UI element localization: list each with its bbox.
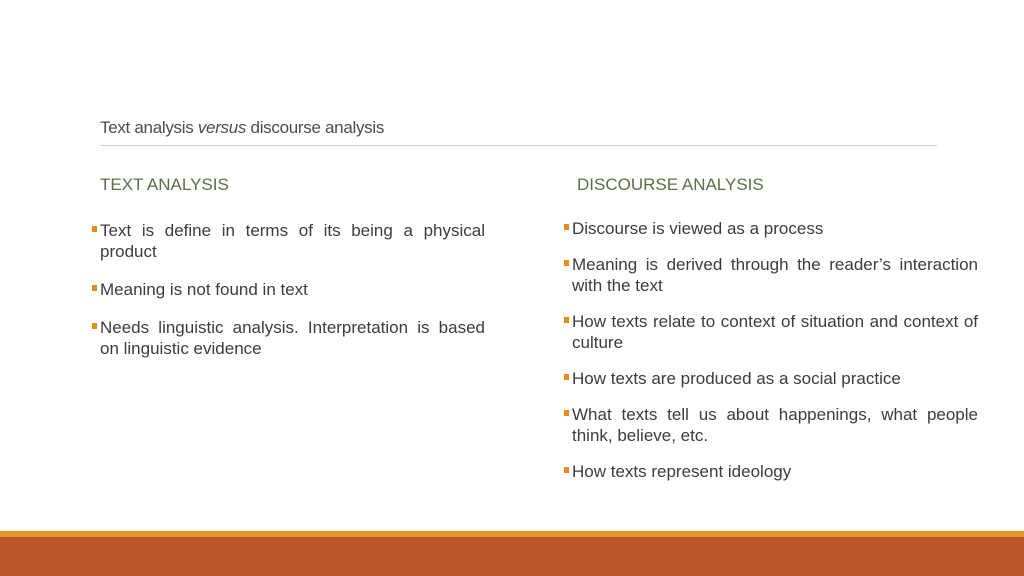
list-item-text: How texts relate to context of situation and context of culture <box>572 312 978 352</box>
discourse-analysis-list <box>564 218 978 497</box>
slide-title <box>100 118 384 138</box>
list-item-text: Needs linguistic analysis. Interpretation is based on linguistic evidence <box>100 318 485 358</box>
square-bullet-icon <box>92 285 97 291</box>
footer-band <box>0 537 1024 576</box>
list-item-text: Text is define in terms of its being a physical product <box>100 221 485 261</box>
square-bullet-icon <box>92 323 97 329</box>
square-bullet-icon <box>564 374 569 380</box>
title-prefix: Text analysis <box>100 118 198 137</box>
title-emphasis: versus <box>197 118 247 137</box>
list-item <box>564 404 978 446</box>
title-suffix: discourse analysis <box>246 118 385 137</box>
list-item-text: Meaning is not found in text <box>100 280 308 299</box>
list-item-text: How texts represent ideology <box>572 462 792 481</box>
list-item-text: Meaning is derived through the reader’s interaction with the text <box>572 255 978 295</box>
square-bullet-icon <box>92 226 97 232</box>
list-item <box>564 218 978 239</box>
title-divider <box>100 145 937 146</box>
discourse-analysis-heading: DISCOURSE ANALYSIS <box>577 175 764 194</box>
list-item <box>564 461 978 482</box>
list-item-text: Discourse is viewed as a process <box>572 219 824 238</box>
list-item <box>564 311 978 353</box>
square-bullet-icon <box>564 317 569 323</box>
text-analysis-list <box>92 220 485 376</box>
list-item <box>92 279 485 300</box>
text-analysis-heading: TEXT ANALYSIS <box>100 175 229 194</box>
list-item-text: What texts tell us about happenings, what people think, believe, etc. <box>572 405 978 445</box>
square-bullet-icon <box>564 410 569 416</box>
square-bullet-icon <box>564 260 569 266</box>
list-item <box>92 317 485 359</box>
list-item <box>564 254 978 296</box>
square-bullet-icon <box>564 467 569 473</box>
square-bullet-icon <box>564 224 569 230</box>
list-item <box>92 220 485 262</box>
list-item <box>564 368 978 389</box>
list-item-text: How texts are produced as a social practice <box>572 369 901 388</box>
